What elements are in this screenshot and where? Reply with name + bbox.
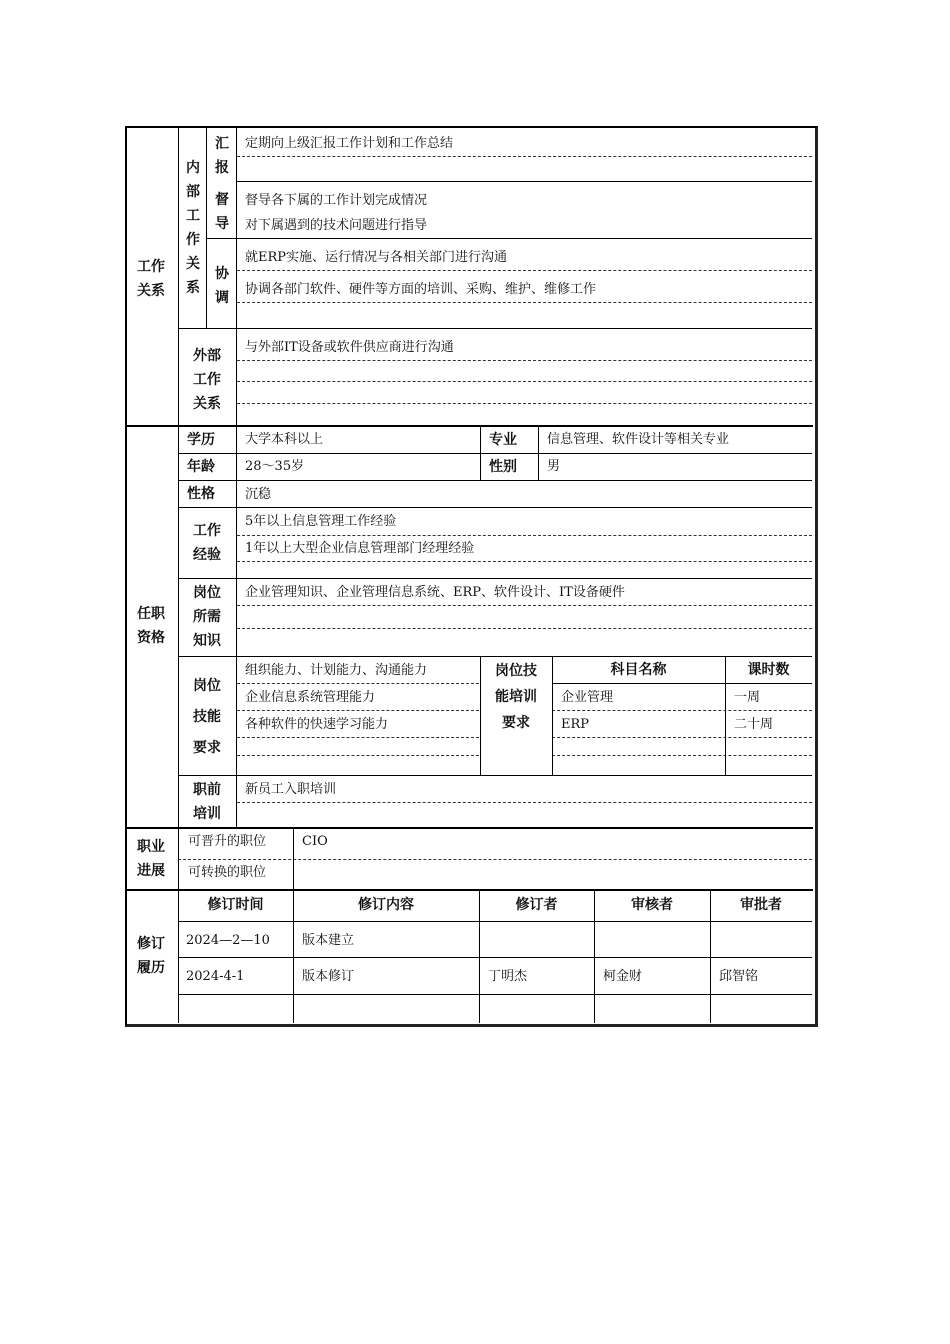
promote-label: 可晋升的职位 bbox=[188, 834, 267, 849]
revision-header-time: 修订时间 bbox=[207, 897, 264, 913]
report-item: 定期向上级汇报工作计划和工作总结 bbox=[245, 136, 454, 151]
section-label-qualifications: 任职资格 bbox=[137, 606, 165, 646]
label-age: 年龄 bbox=[187, 459, 215, 475]
revision-cell: 版本建立 bbox=[302, 933, 355, 948]
revision-header-reviser: 修订者 bbox=[515, 897, 558, 913]
revision-cell: 丁明杰 bbox=[488, 969, 528, 984]
skill-item: 各种软件的快速学习能力 bbox=[245, 717, 389, 732]
personality-value: 沉稳 bbox=[245, 487, 272, 502]
supervise-item: 督导各下属的工作计划完成情况 bbox=[245, 193, 428, 208]
revision-header-content: 修订内容 bbox=[358, 897, 414, 913]
coordinate-item: 协调各部门软件、硬件等方面的培训、采购、维护、维修工作 bbox=[245, 282, 597, 297]
label-training-requirement: 岗位技能培训要求 bbox=[495, 663, 537, 731]
revision-cell: 柯金财 bbox=[603, 969, 643, 984]
training-hours: 二十周 bbox=[734, 717, 774, 732]
skill-item: 组织能力、计划能力、沟通能力 bbox=[245, 663, 428, 678]
supervise-item: 对下属遇到的技术问题进行指导 bbox=[245, 218, 428, 233]
label-supervise: 督导 bbox=[215, 192, 229, 232]
training-subject: 企业管理 bbox=[561, 690, 614, 705]
section-label-career: 职业进展 bbox=[137, 839, 165, 879]
age-value: 28～35岁 bbox=[245, 459, 305, 474]
major-value: 信息管理、软件设计等相关专业 bbox=[547, 432, 730, 447]
label-skills: 岗位技能要求 bbox=[193, 678, 221, 756]
label-experience: 工作经验 bbox=[193, 523, 221, 563]
promote-value: CIO bbox=[302, 834, 328, 849]
label-report: 汇报 bbox=[215, 136, 229, 176]
revision-header-reviewer: 审核者 bbox=[631, 897, 673, 913]
transfer-label: 可转换的职位 bbox=[188, 865, 267, 880]
skill-item: 企业信息系统管理能力 bbox=[245, 690, 376, 705]
section-label-revision: 修订履历 bbox=[137, 936, 165, 976]
label-personality: 性格 bbox=[187, 486, 215, 502]
revision-cell: 版本修订 bbox=[302, 969, 355, 984]
external-item: 与外部IT设备或软件供应商进行沟通 bbox=[245, 340, 454, 355]
label-pre-job-training: 职前培训 bbox=[193, 782, 221, 822]
pre-job-item: 新员工入职培训 bbox=[245, 782, 337, 797]
education-value: 大学本科以上 bbox=[245, 432, 324, 447]
label-external-relations: 外部工作关系 bbox=[193, 348, 221, 412]
coordinate-item: 就ERP实施、运行情况与各相关部门进行沟通 bbox=[245, 250, 508, 265]
label-coordinate: 协调 bbox=[215, 266, 229, 306]
revision-header-approver: 审批者 bbox=[740, 897, 782, 913]
label-internal-relations: 内部工作关系 bbox=[186, 160, 200, 296]
label-major: 专业 bbox=[489, 432, 517, 448]
knowledge-item: 企业管理知识、企业管理信息系统、ERP、软件设计、IT设备硬件 bbox=[245, 585, 625, 600]
revision-cell: 邱智铭 bbox=[719, 969, 759, 984]
revision-cell: 2024—2—10 bbox=[186, 933, 270, 948]
label-gender: 性别 bbox=[489, 459, 517, 475]
training-subject-header: 科目名称 bbox=[610, 662, 667, 678]
section-label-work-relations: 工作关系 bbox=[137, 259, 165, 299]
label-education: 学历 bbox=[187, 432, 215, 448]
training-subject: ERP bbox=[561, 717, 590, 732]
gender-value: 男 bbox=[547, 459, 561, 474]
training-hours-header: 课时数 bbox=[747, 662, 790, 678]
label-knowledge: 岗位所需知识 bbox=[193, 585, 221, 649]
training-hours: 一周 bbox=[734, 690, 761, 705]
revision-cell: 2024-4-1 bbox=[186, 969, 245, 984]
experience-item: 1年以上大型企业信息管理部门经理经验 bbox=[245, 541, 475, 556]
experience-item: 5年以上信息管理工作经验 bbox=[245, 514, 397, 529]
